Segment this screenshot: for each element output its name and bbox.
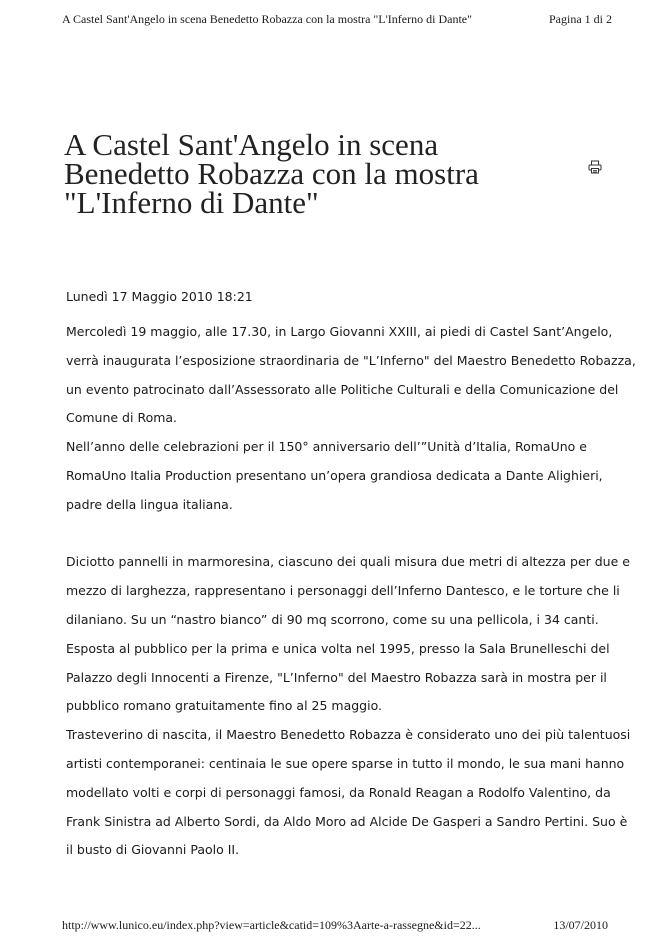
body-line: il busto di Giovanni Paolo II. [66, 842, 240, 858]
body-line: Frank Sinistra ad Alberto Sordi, da Aldo Moro ad Alcide De Gasperi a Sandro Pertini. Suo è [66, 813, 628, 829]
article-paragraph [66, 721, 631, 865]
print-footer [62, 918, 608, 933]
body-line: Comune di Roma. [66, 410, 178, 426]
article-title-line: Benedetto Robazza con la mostra [64, 156, 479, 191]
body-line: Esposta al pubblico per la prima e unica volta nel 1995, presso la Sala Brunelleschi del [66, 640, 610, 656]
header-document-title: A Castel Sant'Angelo in scena Benedetto Robazza con la mostra "L'Inferno di Dante" [62, 12, 472, 26]
body-line: verrà inaugurata l’esposizione straordinaria de "L’Inferno" del Maestro Benedetto Robazza, [66, 352, 636, 368]
footer-url[interactable]: http://www.lunico.eu/index.php?view=article&catid=109%3Aarte-a-rassegne&id=22... [62, 918, 481, 932]
body-line: Diciotto pannelli in marmoresina, ciascuno dei quali misura due metri di altezza per due e [66, 554, 630, 570]
body-line: modellato volti e corpi di personaggi famosi, da Ronald Reagan a Rodolfo Valentino, da [66, 784, 611, 800]
article-title-line: "L'Inferno di Dante" [64, 185, 319, 220]
printer-icon[interactable] [588, 160, 602, 174]
body-line: pubblico romano gratuitamente fino al 25 maggio. [66, 698, 382, 714]
body-line: mezzo di larghezza, rappresentano i personaggi dell’Inferno Dantesco, e le torture che li [66, 583, 620, 599]
article-date: Lunedì 17 Maggio 2010 18:21 [66, 289, 253, 304]
body-line: Nell’anno delle celebrazioni per il 150° anniversario dell’”Unità d’Italia, RomaUno e [66, 439, 587, 455]
print-header [62, 12, 612, 27]
body-line: Trasteverino di nascita, il Maestro Benedetto Robazza è considerato uno dei più talentuosi [66, 727, 631, 743]
article-paragraph [66, 548, 630, 721]
body-line: padre della lingua italiana. [66, 496, 233, 512]
article-title-line: A Castel Sant'Angelo in scena [64, 127, 439, 162]
paragraph-spacer [66, 520, 626, 549]
footer-print-date: 13/07/2010 [553, 918, 608, 932]
header-page-indicator: Pagina 1 di 2 [549, 12, 612, 26]
article-paragraph [66, 433, 626, 519]
body-line: Mercoledì 19 maggio, alle 17.30, in Largo Giovanni XXIII, ai piedi di Castel Sant’Angelo, [66, 324, 613, 339]
body-line: RomaUno Italia Production presentano un’opera grandiosa dedicata a Dante Alighieri, [66, 467, 603, 483]
article-title [64, 127, 544, 220]
article-body [66, 318, 636, 865]
body-line: un evento patrocinato dall’Assessorato alle Politiche Culturali e della Comunicazione del [66, 381, 619, 397]
body-line: artisti contemporanei: centinaia le sue opere sparse in tutto il mondo, le sua mani hanno [66, 755, 625, 771]
body-line: Palazzo degli Innocenti a Firenze, "L’Inferno" del Maestro Robazza sarà in mostra per il [66, 669, 607, 685]
article-paragraph [66, 318, 636, 433]
body-line: dilaniano. Su un “nastro bianco” di 90 mq scorrono, come su una pellicola, i 34 canti. [66, 611, 599, 627]
